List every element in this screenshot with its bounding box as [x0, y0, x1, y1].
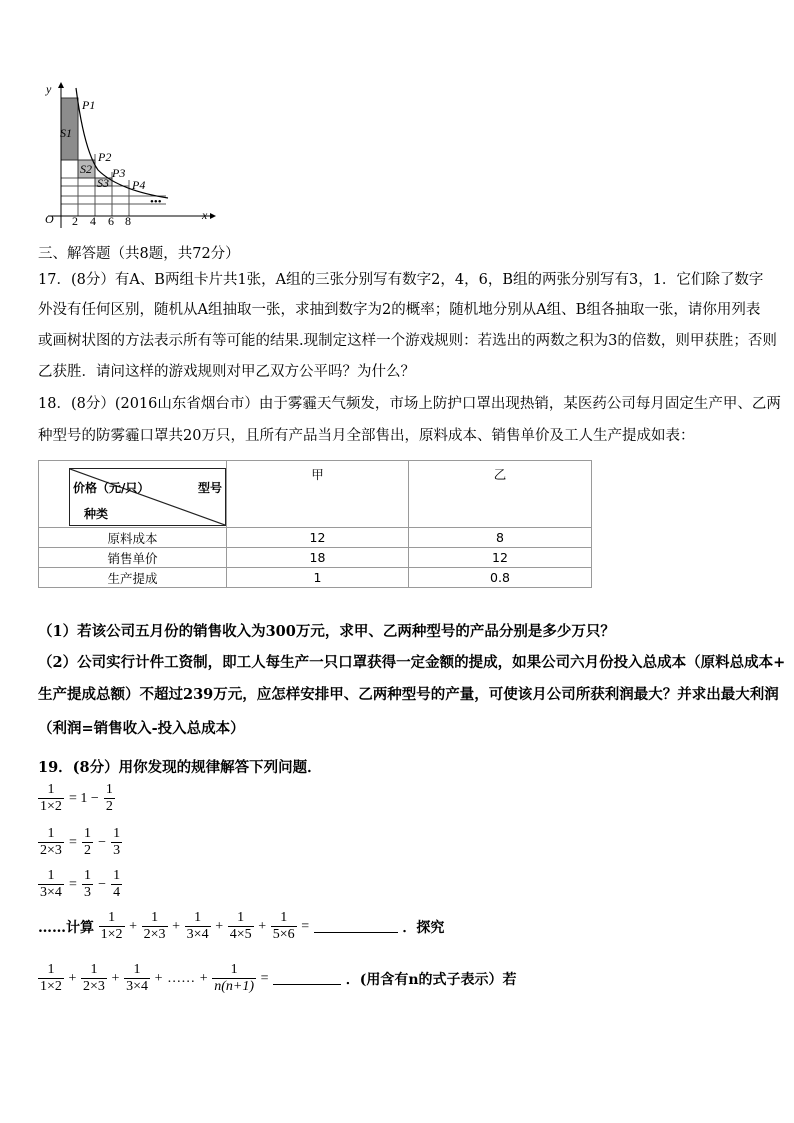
q17-line-1: 17．(8分）有A、B两组卡片共1张，A组的三张分别写有数字2，4，6，B组的两张分别写有3，1．它们除了数字	[38, 272, 764, 288]
fraction: $\frac{1}{2}$	[105, 782, 113, 814]
cell-jia: 12	[227, 528, 409, 548]
cell-jia: 1	[227, 568, 409, 588]
point-p2: P2	[98, 150, 112, 164]
table-row	[39, 548, 592, 568]
figure-graph	[38, 80, 218, 230]
q18-part2-line-3: （利润=销售收入-投入总成本）	[38, 720, 245, 737]
q18-part2-line-1: （2）公司实行计件工资制，即工人每生产一只口罩获得一定金额的提成，如果公司六月份投入总成本（原料总成本+	[38, 654, 786, 671]
q17-line-3: 或画树状图的方法表示所有等可能的结果.现制定这样一个游戏规则：若选出的两数之积为3的倍数，则甲获胜；否则	[38, 333, 777, 349]
header-kind-label: 种类	[84, 507, 109, 521]
origin-label: O	[45, 212, 54, 226]
table-header-diagonal	[39, 461, 227, 528]
cell-yi: 0.8	[408, 568, 591, 588]
label-s1: S1	[60, 126, 72, 140]
answer-blank[interactable]	[273, 972, 341, 985]
q18-part1: （1）若该公司五月份的销售收入为300万元，求甲、乙两种型号的产品分别是多少万只？	[38, 623, 615, 640]
ellipsis-dots: •••	[150, 196, 162, 208]
q19-calc-line: ……计算 $\frac{1}{1\times 2}$ + $\frac{1}{2\times 3}$ + $\frac{1}{3\times 4}$ + $\frac{1}{4\times 5}$ + $\frac{1}{5\times 6}$ = ．探究	[38, 910, 445, 942]
figure	[38, 80, 218, 230]
label-s3: S3	[97, 176, 109, 190]
cell-jia: 18	[227, 548, 409, 568]
cell-yi: 12	[408, 548, 591, 568]
q19-eq-1: $\frac{1}{1\times 2}$ = 1 − $\frac{1}{2}$	[40, 782, 113, 814]
q19-eq-3: $\frac{1}{3\times 4}$ = $\frac{1}{3}$ − $\frac{1}{4}$	[40, 868, 121, 900]
q19-sum-line: $\frac{1}{1\times 2}$ + $\frac{1}{2\times 3}$ + $\frac{1}{3\times 4}$ + …… + $\frac{1}{n(n+1)}$ = ．(用含有n的式子表示）若	[40, 962, 517, 994]
x-axis-label: x	[202, 208, 208, 222]
point-p4: P4	[132, 178, 146, 192]
row-label: 原料成本	[39, 528, 227, 548]
label-s2: S2	[80, 162, 92, 176]
q19-eq-2: $\frac{1}{2\times 3}$ = $\frac{1}{2}$ − $\frac{1}{3}$	[40, 826, 121, 858]
section-heading: 三、解答题（共8题，共72分）	[38, 246, 240, 262]
fraction: $\frac{1}{1\times 2}$	[40, 782, 62, 814]
tick-2: 2	[72, 214, 78, 228]
table-row	[39, 528, 592, 548]
header-model-label: 型号	[197, 481, 222, 495]
col-header-jia: 甲	[227, 461, 409, 528]
q18-line-2: 种型号的防雾霾口罩共20万只，且所有产品当月全部售出，原料成本、销售单价及工人生产提成如表：	[38, 428, 695, 444]
answer-blank[interactable]	[314, 920, 398, 933]
cost-table	[38, 460, 592, 588]
row-label: 生产提成	[39, 568, 227, 588]
row-label: 销售单价	[39, 548, 227, 568]
tick-8: 8	[125, 214, 131, 228]
q17-line-4: 乙获胜．请问这样的游戏规则对甲乙双方公平吗？为什么？	[38, 364, 415, 380]
tick-6: 6	[108, 214, 114, 228]
point-p3: P3	[112, 166, 126, 180]
col-header-yi: 乙	[408, 461, 591, 528]
q18-line-1: 18．(8分）(2016山东省烟台市）由于雾霾天气频发，市场上防护口罩出现热销，某医药公司每月固定生产甲、乙两	[38, 396, 781, 412]
header-price-label: 价格（元/只）	[73, 481, 150, 495]
table-row	[39, 568, 592, 588]
q18-part2-line-2: 生产提成总额）不超过239万元，应怎样安排甲、乙两种型号的产量，可使该月公司所获利润最大？并求出最大利润	[38, 686, 779, 703]
tick-4: 4	[90, 214, 96, 228]
q19-intro: 19．(8分）用你发现的规律解答下列问题．	[38, 759, 322, 776]
q17-line-2: 外没有任何区别，随机从A组抽取一张，求抽到数字为2的概率；随机地分别从A组、B组各抽取一张，请你用列表	[38, 302, 761, 318]
y-axis-label: y	[46, 82, 52, 96]
cell-yi: 8	[408, 528, 591, 548]
point-p1: P1	[82, 98, 96, 112]
